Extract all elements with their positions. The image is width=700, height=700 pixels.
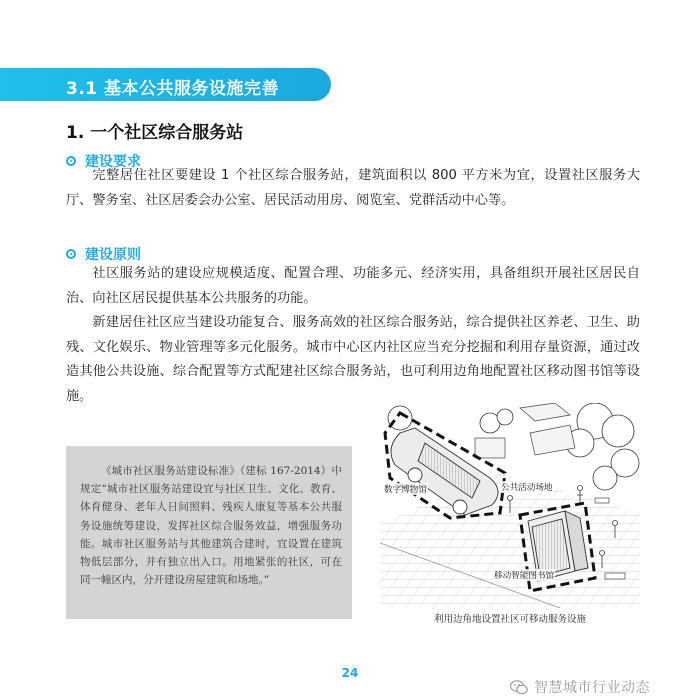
library-label: 移动智能图书馆 — [494, 571, 555, 581]
community-illustration — [380, 403, 640, 608]
principles-paragraph-2: 新建居住社区应当建设功能复合、服务高效的社区综合服务站，综合提供社区养老、卫生、助残、文化娱乐、物业管理等多元化服务。城市中心区内社区应当充分挖掘和利用存量资源，通过改造其他公共设施、综合配置等方式配建社区综合服务站，也可利用边角地配置社区移动图书馆等设施。 — [66, 315, 640, 404]
subhead-principles-label: 建设原则 — [85, 247, 141, 263]
requirements-paragraph: 完整居住社区要建设 1 个社区综合服务站，建筑面积以 800 平方米为宜，设置社区服务大厅、警务室、社区居委会办公室、居民活动用房、阅览室、党群活动中心等。 — [66, 168, 640, 208]
circle-bullet-icon — [66, 249, 76, 259]
illustration-caption: 利用边角地设置社区可移动服务设施 — [433, 614, 586, 625]
section-title: 3.1 基本公共服务设施完善 — [66, 79, 280, 99]
watermark-text: 智慧城市行业动态 — [534, 680, 650, 696]
page-number: 24 — [341, 666, 359, 680]
principles-paragraph-1: 社区服务站的建设应规模适度、配置合理、功能多元、经济实用，具备组织开展社区居民自治、向社区居民提供基本公共服务的功能。 — [66, 266, 640, 306]
subhead-requirements-label: 建设要求 — [85, 154, 141, 170]
standard-quote-box — [66, 446, 352, 619]
museum-label: 数字博物馆 — [384, 485, 427, 495]
section-banner — [0, 68, 331, 101]
wechat-watermark — [510, 677, 650, 697]
plaza-label: 公共活动场地 — [501, 483, 553, 493]
subhead-principles — [66, 244, 141, 264]
standard-quote-text: 《城市社区服务站建设标准》（建标 167-2014）中规定“城市社区服务站建设宜与社区卫生、文化、教育、体育健身、老年人日间照料、残疾人康复等基本公共服务设施统筹建设，发挥社区综合服务效益，增强服务功能。城市社区服务站与其他建筑合建时，宜设置在建筑物低层部分，并有独立出入口。用地紧张的社区，可在同一幢区内，分开建设房屋建筑和场地。” — [80, 465, 342, 587]
wechat-icon — [510, 680, 528, 695]
page-heading: 1. 一个社区综合服务站 — [66, 123, 244, 143]
